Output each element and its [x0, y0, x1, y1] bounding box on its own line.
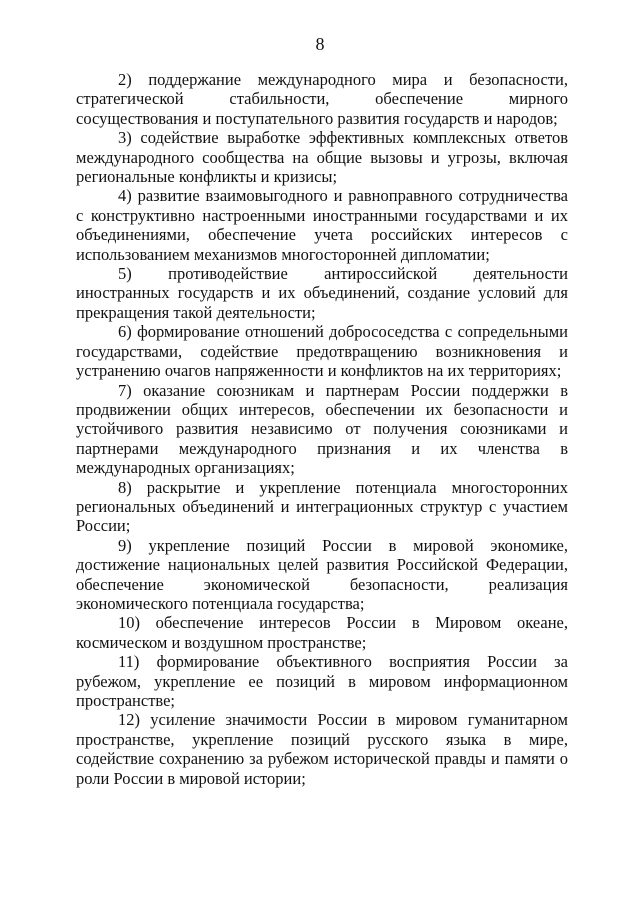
list-item-12: 12) усиление значимости России в мировом гуманитарном пространстве, укрепление позиций русского языка в мире, содействие сохранению за рубежом исторической правды и памяти о роли России в мировой истории; [76, 710, 568, 788]
page-number: 8 [315, 34, 325, 54]
list-item-8: 8) раскрытие и укрепление потенциала многосторонних региональных объединений и интеграционных структур с участием России; [76, 477, 568, 536]
list-item-11: 11) формирование объективного восприятия России за рубежом, укрепление ее позиций в мировом информационном пространстве; [76, 652, 568, 710]
list-item-3: 3) содействие выработке эффективных комплексных ответов международного сообщества на общие вызовы и угрозы, включая региональные конфликты и кризисы; [76, 128, 568, 187]
list-item-10: 10) обеспечение интересов России в Мировом океане, космическом и воздушном пространстве; [76, 613, 568, 652]
list-item-6: 6) формирование отношений добрососедства с сопредельными государствами, содействие предотвращению возникновения и устранению очагов напряженности и конфликтов на их территориях; [76, 322, 568, 381]
list-item-5: 5) противодействие антироссийской деятельности иностранных государств и их объединений, создание условий для прекращения такой деятельности; [76, 264, 568, 322]
list-item-2: 2) поддержание международного мира и безопасности, стратегической стабильности, обеспечение мирного сосуществования и поступательного развития государств и народов; [76, 70, 568, 128]
list-item-9: 9) укрепление позиций России в мировой экономике, достижение национальных целей развития Российской Федерации, обеспечение экономической безопасности, реализация экономического потенциала государства; [76, 535, 568, 613]
document-body [76, 70, 568, 788]
list-item-7: 7) оказание союзникам и партнерам России поддержки в продвижении общих интересов, обеспечении их безопасности и устойчивого развития независимо от получения союзниками и партнерами международного признания и их членства в международных организациях; [76, 380, 568, 478]
list-item-4: 4) развитие взаимовыгодного и равноправного сотрудничества с конструктивно настроенными иностранными государствами и их объединениями, обеспечение учета российских интересов с использованием механизмов многосторонней дипломатии; [76, 186, 568, 264]
